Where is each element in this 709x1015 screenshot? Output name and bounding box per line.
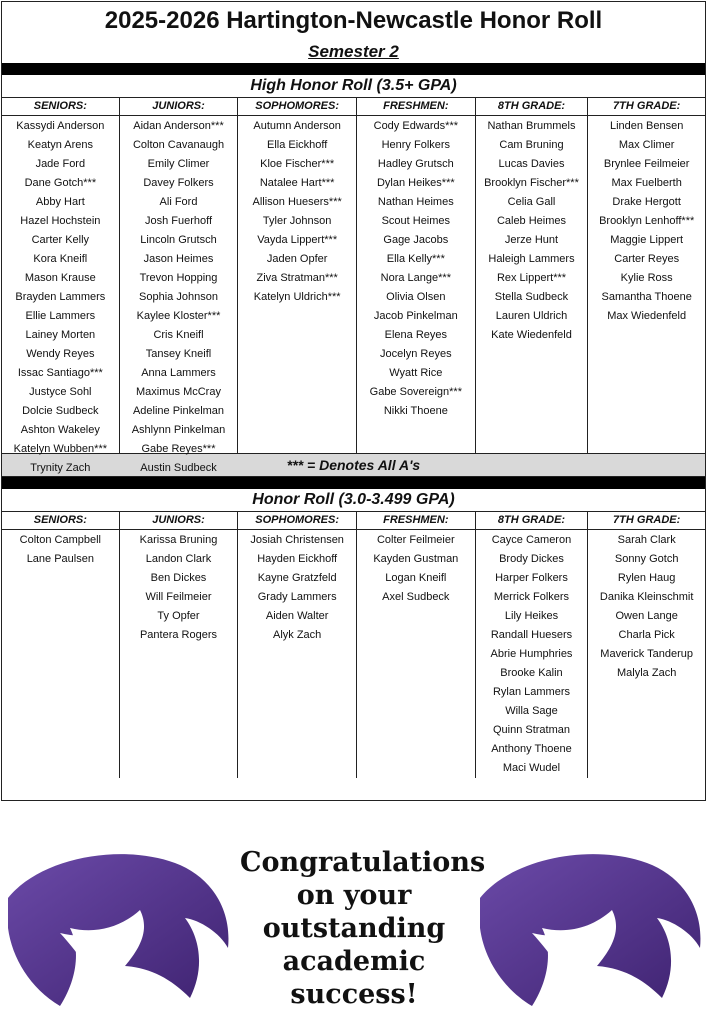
student-name: Katelyn Wubben***: [13, 443, 108, 455]
student-name: Dane Gotch***: [24, 177, 97, 189]
student-name: Logan Kneifl: [385, 572, 447, 584]
student-name: Dolcie Sudbeck: [22, 405, 99, 417]
student-name: Danika Kleinschmit: [599, 591, 694, 603]
student-name: Cayce Cameron: [491, 534, 572, 546]
student-name: Josiah Christensen: [250, 534, 344, 546]
column-header: SENIORS:: [2, 512, 119, 530]
student-name: Dylan Heikes***: [376, 177, 455, 189]
column-header: 7TH GRADE:: [588, 512, 705, 530]
student-name: Samantha Thoene: [601, 291, 692, 303]
student-name: Elena Reyes: [384, 329, 447, 341]
student-name: Ben Dickes: [150, 572, 207, 584]
student-name: Henry Folkers: [381, 139, 451, 151]
student-name: Alyk Zach: [273, 629, 322, 641]
column-header: 8TH GRADE:: [476, 98, 588, 116]
student-name: Ella Kelly***: [386, 253, 445, 265]
grade-column: [120, 512, 239, 778]
student-name: Jason Heimes: [143, 253, 214, 265]
student-name: Carter Reyes: [614, 253, 680, 265]
student-name: Lauren Uldrich: [495, 310, 568, 322]
grade-column: [238, 98, 357, 453]
column-header: 7TH GRADE:: [588, 98, 705, 116]
student-name: Brody Dickes: [499, 553, 564, 565]
student-name: Sophia Johnson: [139, 291, 218, 303]
student-name: Cam Bruning: [499, 139, 564, 151]
congrats-line: on your: [296, 880, 412, 911]
student-name: Owen Lange: [615, 610, 678, 622]
student-name: Anthony Thoene: [491, 743, 572, 755]
student-name: Ashlynn Pinkelman: [131, 424, 226, 436]
student-name: Sonny Gotch: [614, 553, 679, 565]
student-name: Malyla Zach: [617, 667, 677, 679]
student-name: Rylen Haug: [617, 572, 676, 584]
divider-bar: [2, 477, 705, 489]
congratulations-message: [240, 846, 486, 1011]
student-name: Aiden Walter: [265, 610, 329, 622]
student-name: Kaylee Kloster***: [136, 310, 221, 322]
student-name: Kate Wiedenfeld: [491, 329, 572, 341]
student-name: Gage Jacobs: [383, 234, 449, 246]
student-name: Cris Kneifl: [153, 329, 204, 341]
student-name: Issac Santiago***: [17, 367, 103, 379]
student-name: Austin Sudbeck: [140, 462, 217, 474]
grade-column: [2, 512, 120, 778]
honor-grid: [2, 512, 705, 778]
student-name: Jade Ford: [35, 158, 86, 170]
grade-column: [120, 98, 239, 474]
student-name: Jacob Pinkelman: [373, 310, 458, 322]
student-name: Haleigh Lammers: [488, 253, 575, 265]
student-name: Drake Hergott: [612, 196, 681, 208]
column-header: SENIORS:: [2, 98, 119, 116]
student-name: Maverick Tanderup: [600, 648, 694, 660]
student-name: Maci Wudel: [502, 762, 561, 774]
student-name: Vayda Lippert***: [257, 234, 338, 246]
student-name: Autumn Anderson: [253, 120, 341, 132]
student-name: Kloe Fischer***: [260, 158, 335, 170]
student-name: Will Feilmeier: [145, 591, 212, 603]
student-name: Davey Folkers: [143, 177, 214, 189]
student-name: Nora Lange***: [380, 272, 451, 284]
student-name: Maximus McCray: [136, 386, 221, 398]
wildcat-head-icon: [0, 838, 235, 1013]
student-name: Anna Lammers: [141, 367, 216, 379]
grade-column: [476, 512, 589, 778]
student-name: Harper Folkers: [495, 572, 568, 584]
student-name: Tansey Kneifl: [145, 348, 212, 360]
student-name: Lincoln Grutsch: [140, 234, 217, 246]
student-name: Carter Kelly: [31, 234, 90, 246]
grade-column: [238, 512, 357, 778]
all-as-footnote: *** = Denotes All A's: [2, 454, 705, 477]
student-name: Tyler Johnson: [262, 215, 332, 227]
student-name: Grady Lammers: [257, 591, 337, 603]
student-name: Lainey Morten: [25, 329, 96, 341]
student-name: Adeline Pinkelman: [132, 405, 225, 417]
student-name: Hadley Grutsch: [377, 158, 454, 170]
student-name: Brooklyn Fischer***: [484, 177, 579, 189]
student-name: Sarah Clark: [617, 534, 676, 546]
student-name: Stella Sudbeck: [494, 291, 569, 303]
student-name: Lucas Davies: [498, 158, 565, 170]
grade-column: [588, 98, 705, 453]
student-name: Nathan Brummels: [487, 120, 576, 132]
student-name: Landon Clark: [145, 553, 212, 565]
student-name: Pantera Rogers: [139, 629, 218, 641]
student-name: Gabe Reyes***: [141, 443, 216, 455]
student-name: Nikki Thoene: [383, 405, 448, 417]
student-name: Rylan Lammers: [492, 686, 570, 698]
student-name: Max Fuelberth: [611, 177, 682, 189]
student-name: Katelyn Uldrich***: [253, 291, 341, 303]
student-name: Charla Pick: [618, 629, 675, 641]
student-name: Abby Hart: [35, 196, 85, 208]
congrats-line: Congratulations: [240, 847, 486, 878]
student-name: Josh Fuerhoff: [144, 215, 213, 227]
student-name: Trevon Hopping: [139, 272, 218, 284]
student-name: Colton Cavanaugh: [132, 139, 225, 151]
student-name: Kora Kneifl: [33, 253, 88, 265]
column-header: JUNIORS:: [120, 512, 238, 530]
student-name: Caleb Heimes: [496, 215, 567, 227]
column-header: SOPHOMORES:: [238, 512, 356, 530]
student-name: Quinn Stratman: [492, 724, 570, 736]
student-name: Brynlee Feilmeier: [603, 158, 690, 170]
student-name: Ashton Wakeley: [20, 424, 100, 436]
student-name: Justyce Sohl: [29, 386, 92, 398]
student-name: Ali Ford: [159, 196, 198, 208]
student-name: Hazel Hochstein: [20, 215, 101, 227]
congrats-line: academic: [282, 946, 426, 977]
student-name: Kassydi Anderson: [16, 120, 105, 132]
student-name: Brooklyn Lenhoff***: [599, 215, 695, 227]
student-name: Mason Krause: [24, 272, 96, 284]
student-name: Wyatt Rice: [389, 367, 443, 379]
student-name: Jocelyn Reyes: [380, 348, 452, 360]
honor-roll-sheet: [1, 1, 706, 801]
column-header: JUNIORS:: [120, 98, 238, 116]
student-name: Scout Heimes: [381, 215, 451, 227]
grade-column: [2, 98, 120, 474]
student-name: Kylie Ross: [620, 272, 673, 284]
student-name: Cody Edwards***: [373, 120, 458, 132]
student-name: Lane Paulsen: [26, 553, 94, 565]
grade-column: [357, 512, 476, 778]
student-name: Linden Bensen: [609, 120, 684, 132]
student-name: Max Wiedenfeld: [607, 310, 687, 322]
student-name: Kayne Gratzfeld: [257, 572, 337, 584]
student-name: Randall Huesers: [490, 629, 573, 641]
student-name: Jaden Opfer: [266, 253, 328, 265]
student-name: Brooke Kalin: [500, 667, 563, 679]
column-header: FRESHMEN:: [357, 512, 475, 530]
student-name: Natalee Hart***: [259, 177, 335, 189]
student-name: Max Climer: [618, 139, 675, 151]
high-honor-heading: High Honor Roll (3.5+ GPA): [2, 75, 705, 98]
divider-bar: [2, 63, 705, 75]
student-name: Ziva Stratman***: [256, 272, 338, 284]
student-name: Abrie Humphries: [490, 648, 573, 660]
student-name: Karissa Bruning: [139, 534, 218, 546]
congrats-line: outstanding: [262, 913, 446, 944]
student-name: Allison Huesers***: [252, 196, 342, 208]
student-name: Colter Feilmeier: [376, 534, 455, 546]
student-name: Brayden Lammers: [15, 291, 106, 303]
student-name: Olivia Olsen: [386, 291, 446, 303]
student-name: Willa Sage: [505, 705, 558, 717]
grade-column: [476, 98, 589, 453]
student-name: Axel Sudbeck: [382, 591, 450, 603]
column-header: FRESHMEN:: [357, 98, 475, 116]
student-name: Nathan Heimes: [377, 196, 454, 208]
student-name: Jerze Hunt: [504, 234, 559, 246]
student-name: Lily Heikes: [504, 610, 559, 622]
student-name: Ty Opfer: [157, 610, 200, 622]
student-name: Wendy Reyes: [26, 348, 95, 360]
student-name: Celia Gall: [507, 196, 556, 208]
student-name: Kayden Gustman: [373, 553, 459, 565]
column-header: SOPHOMORES:: [238, 98, 356, 116]
student-name: Keatyn Arens: [27, 139, 94, 151]
student-name: Maggie Lippert: [610, 234, 684, 246]
student-name: Colton Campbell: [19, 534, 101, 546]
student-name: Hayden Eickhoff: [257, 553, 338, 565]
student-name: Ella Eickhoff: [266, 139, 328, 151]
student-name: Rex Lippert***: [496, 272, 567, 284]
student-name: Aidan Anderson***: [133, 120, 224, 132]
student-name: Ellie Lammers: [25, 310, 96, 322]
student-name: Trynity Zach: [30, 462, 91, 474]
congrats-line: success!: [290, 979, 418, 1010]
grade-column: [588, 512, 705, 778]
page-title: 2025-2026 Hartington-Newcastle Honor Roll: [104, 7, 603, 34]
column-header: 8TH GRADE:: [476, 512, 588, 530]
student-name: Emily Climer: [147, 158, 210, 170]
wildcat-head-icon: [472, 838, 707, 1013]
student-name: Merrick Folkers: [493, 591, 570, 603]
semester-label: Semester 2: [308, 42, 399, 61]
honor-heading: Honor Roll (3.0-3.499 GPA): [2, 489, 705, 512]
grade-column: [357, 98, 476, 453]
student-name: Gabe Sovereign***: [369, 386, 462, 398]
